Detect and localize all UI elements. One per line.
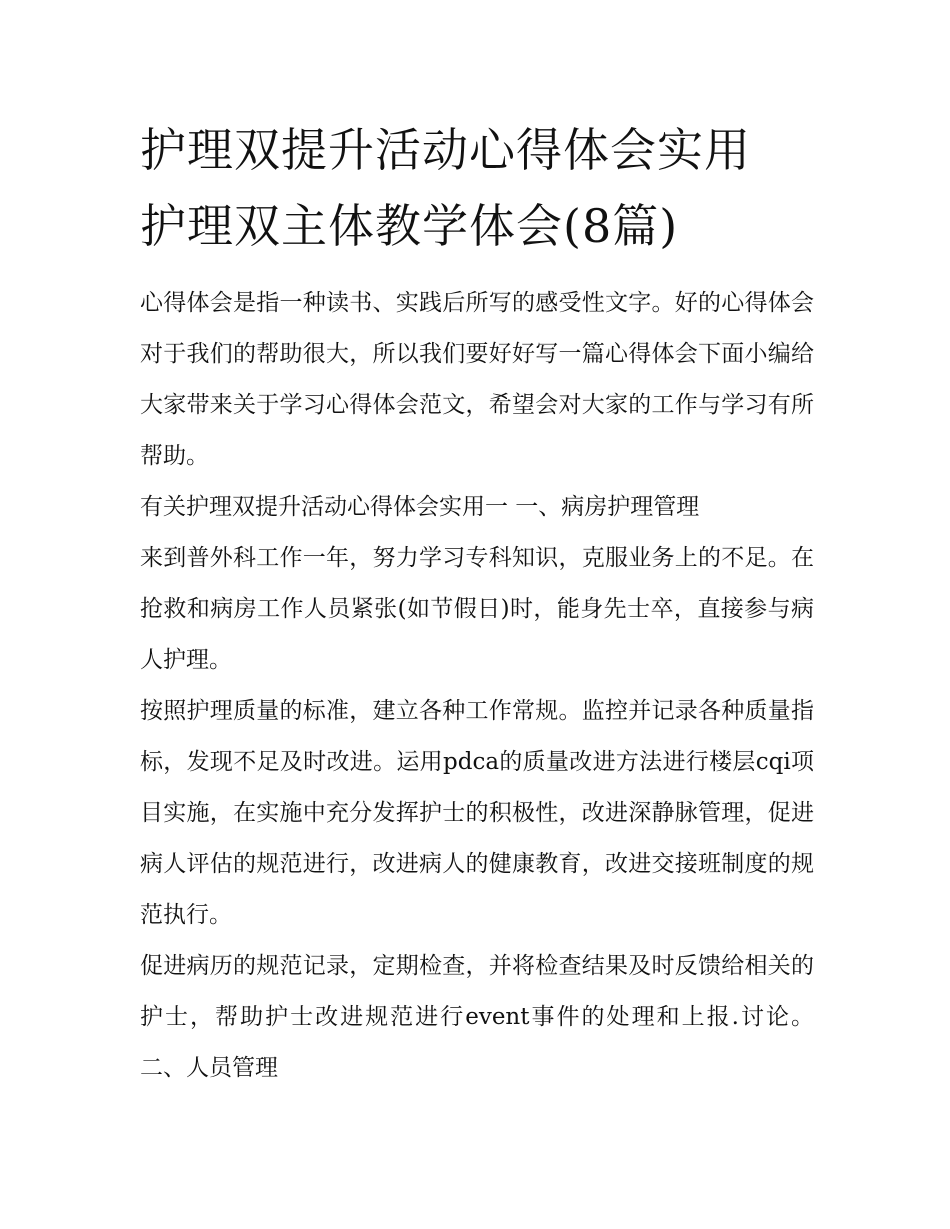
title-line-1: 护理双提升活动心得体会实用 xyxy=(140,123,751,177)
document-title xyxy=(140,112,814,264)
paragraph-quality-management: 按照护理质量的标准，建立各种工作常规。监控并记录各种质量指标，发现不足及时改进。运用pdca的质量改进方法进行楼层cqi项目实施，在实施中充分发挥护士的积极性，改进深静脉管理，促进病人评估的规范进行，改进病人的健康教育，改进交接班制度的规范执行。 xyxy=(140,698,814,928)
paragraph-intro: 心得体会是指一种读书、实践后所写的感受性文字。好的心得体会对于我们的帮助很大，所以我们要好好写一篇心得体会下面小编给大家带来关于学习心得体会范文，希望会对大家的工作与学习有所帮助。 xyxy=(140,290,814,469)
paragraph-work-experience: 来到普外科工作一年，努力学习专科知识，克服业务上的不足。在抢救和病房工作人员紧张(如节假日)时，能身先士卒，直接参与病人护理。 xyxy=(140,545,814,673)
title-line-2: 护理双主体教学体会(8篇) xyxy=(140,199,679,253)
document-content xyxy=(140,112,814,1094)
paragraph-records: 促进病历的规范记录，定期检查，并将检查结果及时反馈给相关的护士，帮助护士改进规范进行event事件的处理和上报.讨论。 二、人员管理 xyxy=(140,953,814,1081)
paragraph-section-heading: 有关护理双提升活动心得体会实用一 一、病房护理管理 xyxy=(140,494,700,520)
